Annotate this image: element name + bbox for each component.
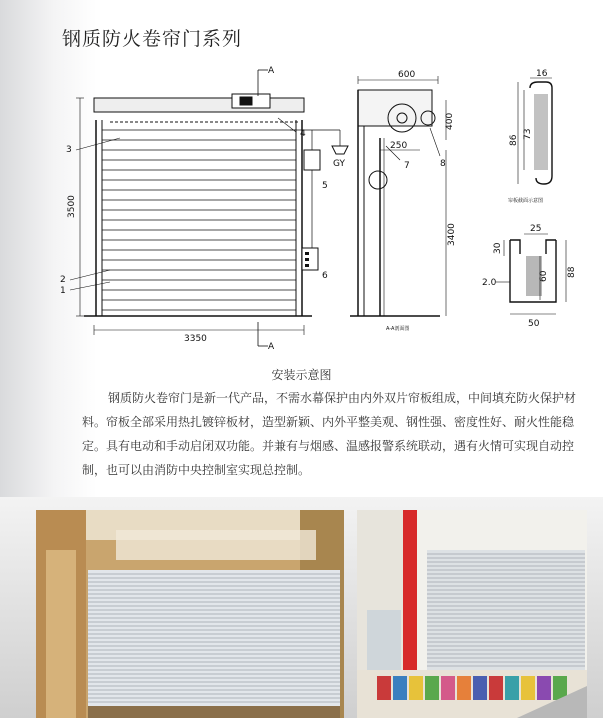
slat-dim-73: 73	[523, 128, 533, 140]
guide-dim-50: 50	[528, 319, 540, 329]
section-offset-dim: 250	[390, 141, 408, 151]
guide-dim-88: 88	[567, 266, 577, 278]
callout-3: 3	[66, 145, 72, 155]
photo-shutter-storefront-illustration	[36, 510, 344, 718]
guide-rail-profile	[496, 234, 566, 314]
callout-4: 4	[300, 129, 306, 139]
device-label: GY	[333, 159, 346, 169]
page-title: 钢质防火卷帘门系列	[62, 28, 243, 50]
callout-1: 1	[60, 286, 66, 296]
guide-dim-2: 2.0	[482, 278, 497, 288]
section-height-dim: 3400	[447, 223, 457, 246]
photo-shutter-shop	[357, 510, 587, 718]
callout-5: 5	[322, 181, 328, 191]
section-view	[350, 76, 446, 316]
section-box-dim: 400	[445, 112, 455, 130]
section-label: A-A剖面图	[386, 326, 410, 332]
guide-dim-60: 60	[539, 270, 549, 282]
front-width-dim: 3350	[184, 334, 207, 344]
callout-8: 8	[440, 159, 446, 169]
callout-2: 2	[60, 275, 66, 285]
guide-dim-30: 30	[493, 242, 503, 254]
product-description: 钢质防火卷帘门是新一代产品，不需水幕保护由内外双片帘板组成，中间填充防火保护材料。帘板全部采用热扎镀锌板材，造型新颖、内外平整美观、钢性强、密度性好、耐火性能稳定。具有电动和手动启闭双功能。并兼有与烟感、温感报警系统联动，遇有火情可实现自动控制，也可以由消防中央控制室实现总控制。	[82, 391, 577, 477]
callout-6: 6	[322, 271, 328, 281]
slat-width-dim: 16	[536, 69, 548, 79]
front-height-dim: 3500	[67, 195, 77, 218]
photo-shutter-shop-illustration	[357, 510, 587, 718]
slat-label: 帘板截面示意图	[508, 198, 544, 204]
section-width-dim: 600	[398, 70, 416, 80]
photo-shutter-storefront	[36, 510, 344, 718]
front-elevation	[70, 70, 348, 346]
drawing-caption: 安装示意图	[271, 368, 332, 382]
slat-dim-86: 86	[509, 134, 519, 146]
section-mark-bottom: A	[268, 342, 275, 352]
guide-dim-25: 25	[530, 224, 542, 234]
callout-7: 7	[404, 161, 410, 171]
section-mark-top: A	[268, 66, 275, 76]
